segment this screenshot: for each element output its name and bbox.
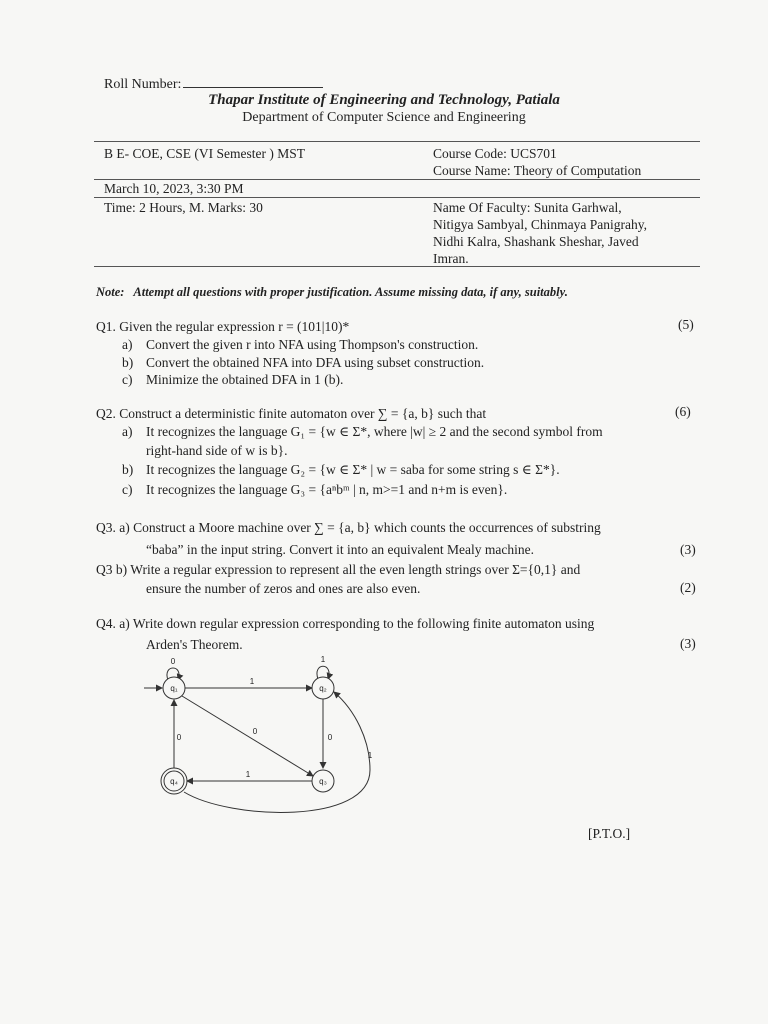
label-q2-loop: 1 [320, 655, 326, 664]
q1-c-label: c) [122, 372, 133, 387]
time-marks: Time: 2 Hours, M. Marks: 30 [104, 200, 263, 215]
q2-part-b [122, 460, 560, 479]
table-top-rule [94, 141, 700, 142]
program-info: B E- COE, CSE (VI Semester ) MST [104, 146, 305, 161]
department-name: Department of Computer Science and Engineering [242, 110, 526, 125]
state-label-q2: q₂ [319, 684, 327, 693]
roll-number-field [104, 75, 323, 93]
q1-b-text: Convert the obtained NFA into DFA using subset construction. [146, 355, 485, 370]
q1-part-c [122, 370, 343, 389]
note [96, 285, 568, 300]
label-q1-loop: 0 [170, 657, 176, 666]
note-label: Note: [96, 285, 125, 299]
q4-a-text-2: Arden's Theorem. [146, 637, 243, 652]
course-name: Course Name: Theory of Computation [433, 163, 642, 178]
q2-a-text-2: right-hand side of w is b}. [146, 443, 288, 458]
q3-b-text-1: Q3 b) Write a regular expression to represent all the even length strings over Σ={0,1} and [96, 562, 581, 577]
q2-b-label: b) [122, 462, 134, 477]
course-code: Course Code: UCS701 [433, 146, 557, 161]
q3-a-marks: (3) [680, 542, 696, 557]
faculty-line-2: Nitigya Sambyal, Chinmaya Panigrahy, [433, 217, 647, 232]
q2-c-text: It recognizes the language G₃ = {aⁿbᵐ | n, m>=1 and n+m is even}. [146, 482, 508, 497]
exam-date: March 10, 2023, 3:30 PM [104, 181, 244, 196]
label-q1-q2: 1 [249, 677, 255, 686]
finite-automaton-diagram [140, 650, 390, 825]
q1-stem: Q1. Given the regular expression r = (101|10)* [96, 319, 350, 334]
q2-c-label: c) [122, 482, 133, 497]
roll-number-label: Roll Number: [104, 77, 182, 92]
state-label-q3: q₃ [319, 777, 327, 786]
q1-a-label: a) [122, 337, 133, 352]
q1-b-label: b) [122, 355, 134, 370]
q4-a-marks: (3) [680, 636, 696, 651]
q3-a-text-1: Q3. a) Construct a Moore machine over ∑ = {a, b} which counts the occurrences of substring [96, 520, 601, 535]
label-q2-q3: 0 [327, 733, 333, 742]
q1-c-text: Minimize the obtained DFA in 1 (b). [146, 372, 344, 387]
table-rule-3 [94, 197, 700, 198]
q2-a-text-1: It recognizes the language G₁ = {w ∈ Σ*, where |w| ≥ 2 and the second symbol from [146, 424, 603, 439]
q2-stem: Q2. Construct a deterministic finite automaton over ∑ = {a, b} such that [96, 406, 487, 421]
q2-part-c [122, 480, 507, 499]
q2-b-text: It recognizes the language G₂ = {w ∈ Σ* | w = saba for some string s ∈ Σ*}. [146, 462, 560, 477]
faculty-line-3: Nidhi Kalra, Shashank Sheshar, Javed [433, 234, 639, 249]
state-label-q1: q₁ [170, 684, 178, 693]
roll-number-blank [183, 75, 323, 88]
q1-a-text: Convert the given r into NFA using Thompson's construction. [146, 337, 479, 352]
faculty-line-4: Imran. [433, 251, 469, 266]
note-text: Attempt all questions with proper justification. Assume missing data, if any, suitably. [133, 285, 568, 299]
q4-a-text-1: Q4. a) Write down regular expression corresponding to the following finite automaton using [96, 616, 595, 631]
pto-marker: [P.T.O.] [588, 826, 631, 841]
table-bottom-rule [94, 266, 700, 267]
q2-marks: (6) [675, 404, 691, 419]
q2-a-label: a) [122, 424, 133, 439]
q1-part-a [122, 335, 478, 354]
q1-marks: (5) [678, 317, 694, 332]
edge-q4-q2 [184, 692, 370, 812]
label-q3-q4: 1 [245, 770, 251, 779]
edge-q1-q3 [182, 696, 313, 776]
institute-name: Thapar Institute of Engineering and Technology, Patiala [208, 92, 560, 108]
q3-b-text-2: ensure the number of zeros and ones are also even. [146, 581, 421, 596]
q3-a-text-2: “baba” in the input string. Convert it into an equivalent Mealy machine. [146, 542, 535, 557]
state-label-q4: q₄ [170, 777, 178, 786]
faculty-line-1: Name Of Faculty: Sunita Garhwal, [433, 200, 622, 215]
label-q4-q1: 0 [176, 733, 182, 742]
label-q1-q3: 0 [252, 727, 258, 736]
label-q4-q2: 1 [367, 751, 373, 760]
q3-b-marks: (2) [680, 580, 696, 595]
q2-part-a [122, 422, 603, 441]
